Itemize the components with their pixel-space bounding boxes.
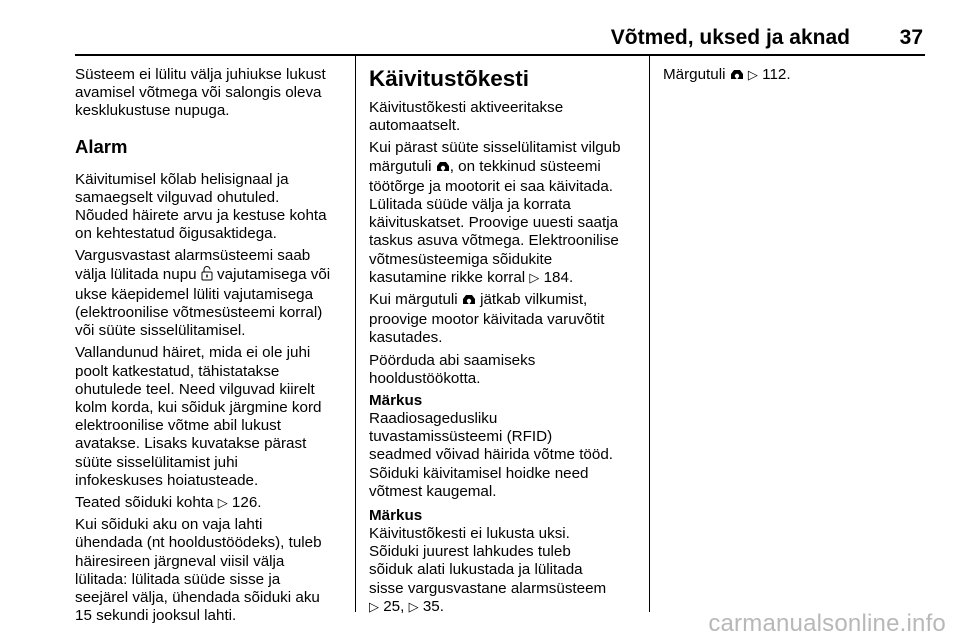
section-heading-immobilizer: Käivitustõkesti [369,66,530,91]
paragraph: Käivitustõkesti aktiveeritakse automaatselt. [369,99,564,135]
page-reference[interactable]: 25, [383,597,405,615]
paragraph: Kui pärast süüte sisselülitamist vilgub märgutuli , on tekkinud süsteemi töötõrge ja mootorit ei saa käivitada. Lülitada süüde välja ja korrata käivituskatset. Proovige uuesti saatja taskus asuva võtmega. Elektroonilise võtmesüsteemiga sõidukite kasutamine rikke korral ▷ 184. [369,139,621,286]
watermark: carmanualsonline.info [708,610,946,637]
note-label: Märkus [369,392,423,410]
page-reference[interactable]: 184. [543,268,574,286]
immobilizer-warning-icon [730,68,744,86]
column-divider [355,56,356,612]
column-3 [663,66,925,90]
paragraph: Süsteem ei lülitu välja juhiukse lukust avamisel võtmega või salongis oleva kesklukustuse nupuga. [75,66,326,120]
page-reference-icon: ▷ [217,495,228,511]
page-number: 37 [899,26,923,49]
paragraph: Märgutuli ▷ 112. [663,66,925,86]
column-1 [75,66,343,629]
paragraph: Vallandunud häiret, mida ei ole juhi poolt katkestatud, tähistatakse ohutulede teel. Need vilguvad kiirelt kolm korda, kui sõiduk järgmine kord elektroonilise võtme abil lukust avatakse. Lisaks kuvatakse pärast süüte sisselülitamist juhi infokeskuses hoiatusteade. [75,344,322,489]
paragraph: Teated sõiduki kohta ▷ 126. [75,494,262,512]
paragraph: Kui sõiduki aku on vaja lahti ühendada (nt hooldustöödeks), tuleb häiresireen järgneval viisil välja lülitada: lülitada süüde sisse ja seejärel välja, ühendada sõiduki aku 15 sekundi jooksul lahti. [75,516,322,625]
page-reference-icon: ▷ [747,67,758,82]
page-reference-icon: ▷ [369,598,379,614]
immobilizer-warning-icon [462,293,476,311]
paragraph: Vargusvastast alarmsüsteemi saab välja lülitada nupu vajutamisega või ukse käepidemel lüliti vajutamisega (elektroonilise võtmesüsteemi korral) või süüte sisselülitamisel. [75,247,331,340]
section-heading-alarm: Alarm [75,135,128,157]
paragraph: Käivitumisel kõlab helisignaal ja samaegselt vilguvad ohutuled. Nõuded häirete arvu ja kestuse kohta on kehtestatud õigusaktidega. [75,170,327,243]
note-box: Märkus Käivitustõkesti ei lukusta uksi. Sõiduki juurest lahkudes tuleb sõiduk alati lukustada ja lülitada sisse vargusvastane alarmsüsteem ▷ 25, ▷ 35. [369,507,637,616]
page-reference-icon: ▷ [529,269,540,285]
immobilizer-warning-icon [436,160,450,178]
page-title: Võtmed, uksed ja aknad [610,26,850,49]
page-reference[interactable]: 35. [422,597,444,615]
column-divider [649,56,650,612]
page-reference[interactable]: 112. [762,66,791,83]
paragraph: Pöörduda abi saamiseks hooldustöökotta. [369,351,536,387]
paragraph: Kui märgutuli jätkab vilkumist, proovige mootor käivitada varuvõtit kasutades. [369,291,605,347]
page-header [75,22,925,56]
page-reference-icon: ▷ [408,598,419,614]
note-box: Märkus Raadiosagedusliku tuvastamissüsteemi (RFID) seadmed võivad häirida võtme tööd. Sõiduki käivitamisel hoidke need võtmest kaugemal. [369,392,637,501]
unlock-button-icon [201,266,213,286]
column-2 [369,66,637,622]
note-label: Märkus [369,507,423,525]
page-reference[interactable]: 126. [231,494,262,512]
